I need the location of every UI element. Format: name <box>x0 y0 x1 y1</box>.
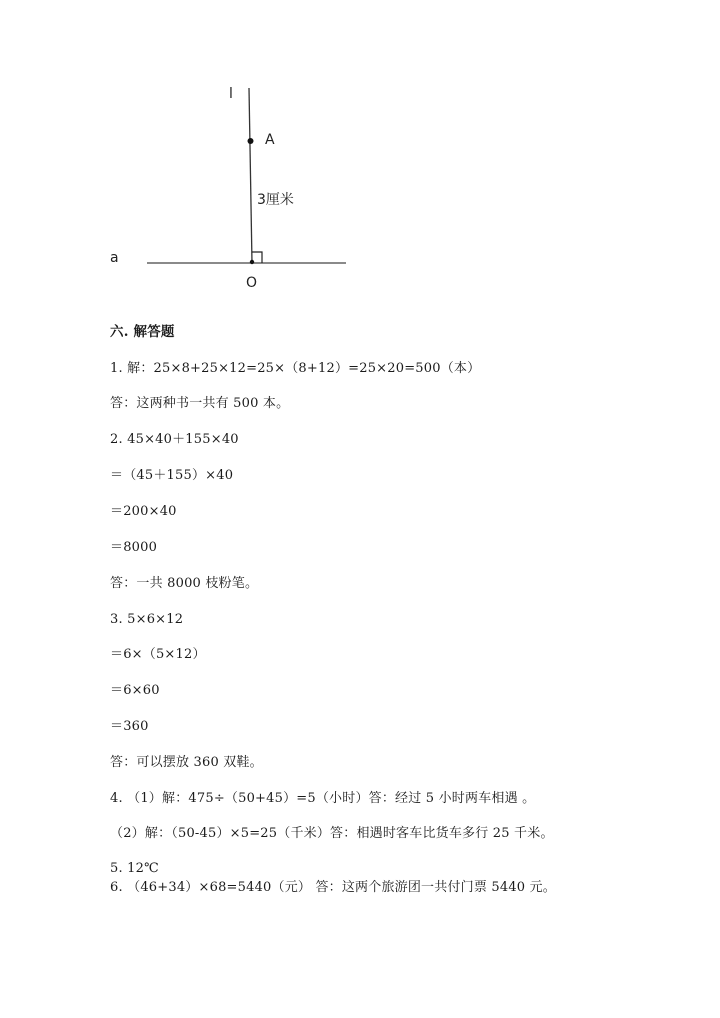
section-heading: 六. 解答题 <box>110 324 175 340</box>
answer-line: 2. 45×40＋155×40 <box>110 432 239 447</box>
point-O <box>250 260 254 264</box>
answer-line: （2）解：（50-45）×5=25（千米）答：相遇时客车比货车多行 25 千米。 <box>110 826 554 841</box>
perpendicular-diagram <box>0 0 720 310</box>
answer-line: ＝200×40 <box>110 504 177 519</box>
answer-line: 3. 5×6×12 <box>110 612 184 627</box>
answer-line: 1. 解：25×8+25×12=25×（8+12）=25×20=500（本） <box>110 361 481 376</box>
geometry-figure <box>0 0 720 310</box>
answer-line: 答：这两种书一共有 500 本。 <box>110 396 290 411</box>
point-A <box>248 138 254 144</box>
answer-line: 5. 12℃ <box>110 861 159 876</box>
answer-line: ＝6×60 <box>110 683 160 698</box>
label-l: l <box>229 86 233 102</box>
answer-line: 答：可以摆放 360 双鞋。 <box>110 755 263 770</box>
answer-line: ＝360 <box>110 719 149 734</box>
answer-line: 4. （1）解：475÷（50+45）=5（小时）答：经过 5 小时两车相遇 。 <box>110 791 536 806</box>
answer-line: ＝8000 <box>110 540 158 555</box>
answer-line: 6. （46+34）×68=5440（元） 答：这两个旅游团一共付门票 5440 元。 <box>110 880 557 895</box>
label-a: a <box>110 250 119 266</box>
answer-line: 答：一共 8000 枝粉笔。 <box>110 576 259 591</box>
answer-line: ＝（45＋155）×40 <box>110 468 234 483</box>
label-O: O <box>246 275 258 291</box>
label-distance: 3厘米 <box>257 192 294 208</box>
answer-line: ＝6×（5×12） <box>110 647 206 662</box>
label-A: A <box>265 132 275 148</box>
line-l <box>249 88 252 263</box>
